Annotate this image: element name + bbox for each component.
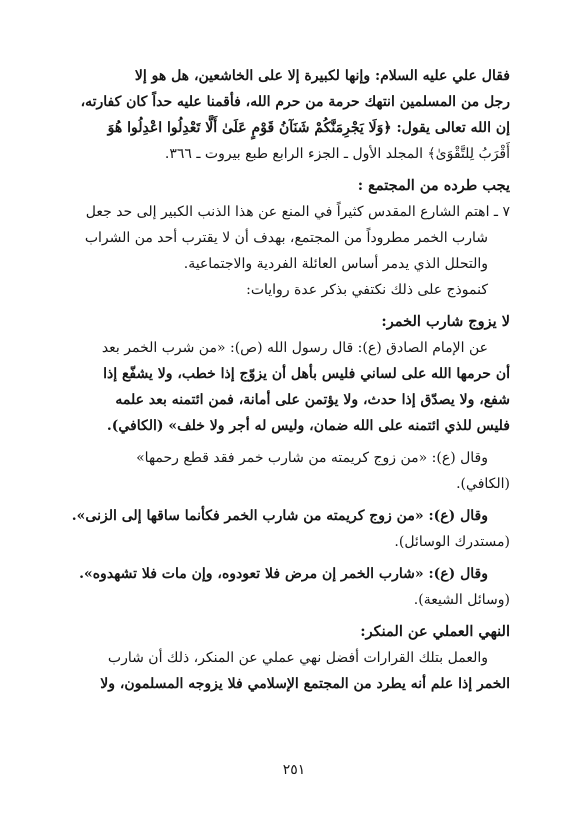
section-heading-expulsion: يجب طرده من المجتمع :	[357, 177, 510, 194]
section-heading-practical-forbidding: النهي العملي عن المنكر:	[360, 623, 510, 640]
page-body	[60, 63, 510, 697]
page-number: ٢٥١	[282, 762, 306, 778]
quran-verse-line: إن الله تعالى يقول: ﴿وَلَا يَجْرِمَنَّكُمْ شَنَآنُ قَوْمٍ عَلَىٰ أَلَّا تَعْدِلُوا اعْدِلُوا هُوَ	[107, 120, 510, 136]
hadith-line: وقال (ع): «شارب الخمر إن مرض فلا تعودوه، وإن مات فلا تشهدوه».	[79, 566, 488, 582]
text-line: كنموذج على ذلك نكتفي بذكر عدة روايات:	[246, 282, 488, 298]
source-citation: (الكافي).	[456, 476, 510, 492]
source-citation: (وسائل الشيعة).	[413, 592, 510, 608]
hadith-line: وقال (ع): «من زوج كريمته من شارب الخمر فكأنما ساقها إلى الزنى».	[71, 508, 488, 524]
text-line: فقال علي عليه السلام: وإنها لكبيرة إلا على الخاشعين، هل هو إلا	[134, 68, 510, 84]
hadith-line: فليس للذي ائتمنه على الله ضمان، وليس له أجر ولا خلف» (الكافي).	[106, 418, 510, 434]
section-heading-no-marriage: لا يزوج شارب الخمر:	[381, 313, 510, 330]
hadith-line: وقال (ع): «من زوج كريمته من شارب خمر فقد قطع رحمها»	[136, 450, 488, 466]
text-line: والتحلل الذي يدمر أساس العائلة الفردية والاجتماعية.	[183, 256, 488, 272]
hadith-line: شفع، ولا يصدّق إذا حدث، ولا يؤتمن على أمانة، فمن ائتمنه بعد علمه	[115, 392, 510, 408]
source-citation: (مستدرك الوسائل).	[394, 534, 510, 550]
numbered-paragraph-line: ٧ ـ اهتم الشارع المقدس كثيراً في المنع عن هذا الذنب الكبير إلى حد جعل	[85, 204, 510, 220]
text-line: شارب الخمر مطروداً من المجتمع، بهدف أن لا يقترب أحد من الشراب	[84, 230, 488, 246]
text-line: رجل من المسلمين انتهك حرمة من حرم الله، فأقمنا عليه حداً كان كفارته،	[80, 94, 510, 110]
citation-line: أَقْرَبُ لِلتَّقْوَىٰ﴾ المجلد الأول ـ الجزء الرابع طبع بيروت ـ ٣٦٦.	[164, 146, 510, 162]
text-line: الخمر إذا علم أنه يطرد من المجتمع الإسلامي فلا يزوجه المسلمون، ولا	[100, 676, 510, 692]
hadith-line: عن الإمام الصادق (ع): قال رسول الله (ص): «من شرب الخمر بعد	[101, 340, 488, 356]
text-line: والعمل بتلك القرارات أفضل نهي عملي عن المنكر، ذلك أن شارب	[107, 650, 488, 666]
hadith-line: أن حرمها الله على لساني فليس بأهل أن يزوّج إذا خطب، ولا يشفّع إذا	[103, 366, 510, 382]
